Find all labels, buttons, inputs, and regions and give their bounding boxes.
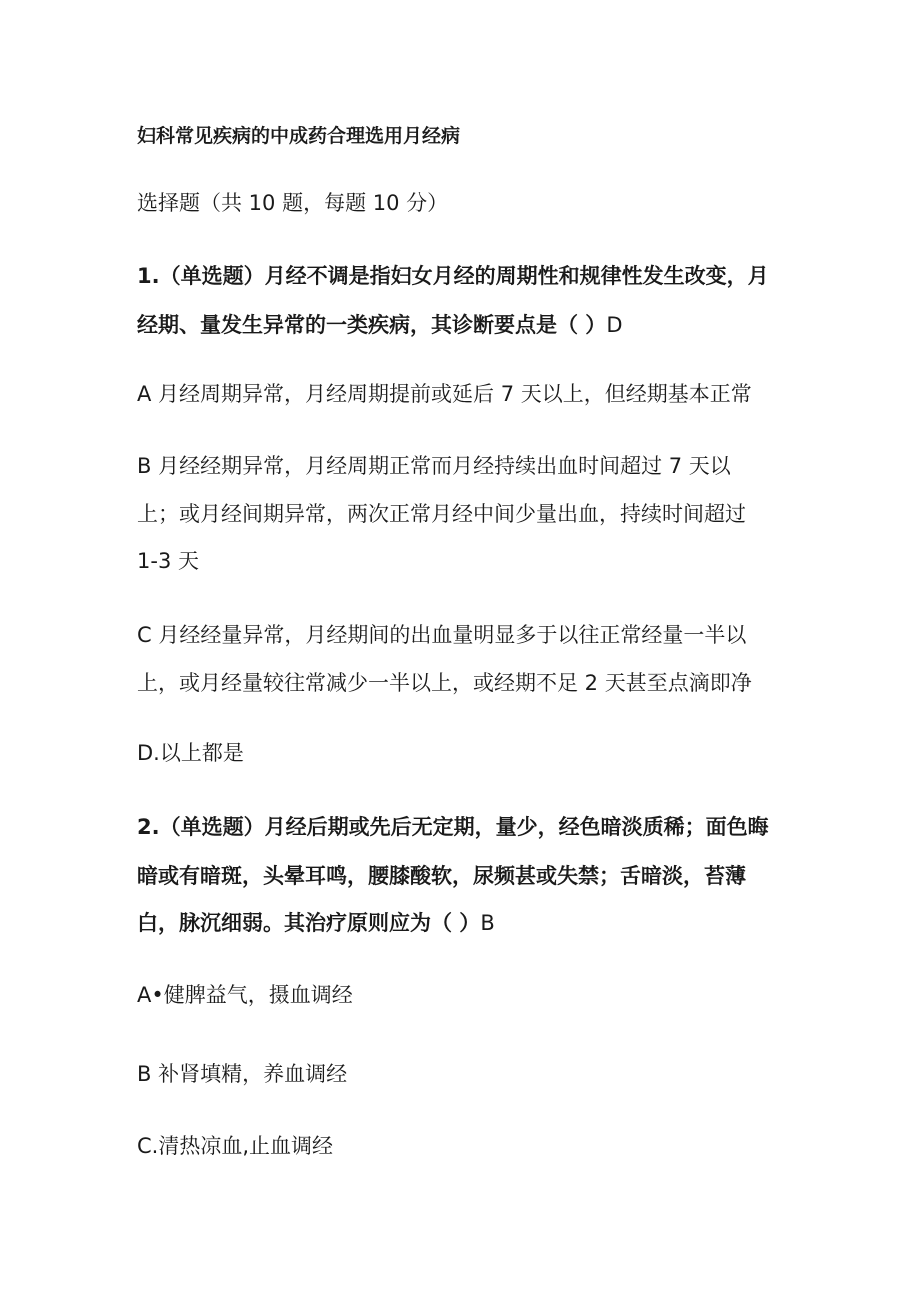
document-title: 妇科常见疾病的中成药合理选用月经病 bbox=[137, 125, 461, 147]
question-2-stem-line-3 bbox=[137, 908, 495, 938]
question-1-answer: D bbox=[606, 313, 623, 337]
option-line: 上，或月经量较往常减少一半以上，或经期不足 2 天甚至点滴即净 bbox=[137, 671, 752, 695]
option-line: 1-3 天 bbox=[137, 549, 199, 573]
question-1-option-a: A 月经周期异常，月经周期提前或延后 7 天以上，但经期基本正常 bbox=[137, 382, 752, 406]
question-2-stem-text: 白，脉沉细弱。其治疗原则应为（ ） bbox=[137, 911, 481, 935]
option-line: B 月经经期异常，月经周期正常而月经持续出血时间超过 7 天以 bbox=[137, 454, 731, 478]
question-2-stem-line-1: 2.（单选题）月经后期或先后无定期，量少，经色暗淡质稀；面色晦 bbox=[137, 815, 769, 839]
question-2-option-a: A•健脾益气，摄血调经 bbox=[137, 983, 353, 1007]
question-1-option-d: D.以上都是 bbox=[137, 741, 244, 765]
question-2-option-c: C.清热凉血,止血调经 bbox=[137, 1134, 334, 1158]
question-1-stem-line-1: 1.（单选题）月经不调是指妇女月经的周期性和规律性发生改变，月 bbox=[137, 264, 769, 288]
question-2-option-b: B 补肾填精，养血调经 bbox=[137, 1062, 348, 1086]
question-2-stem-line-2: 暗或有暗斑，头晕耳鸣，腰膝酸软，尿频甚或失禁；舌暗淡，苔薄 bbox=[137, 864, 746, 888]
question-1-stem-text: 经期、量发生异常的一类疾病，其诊断要点是（ ） bbox=[137, 313, 607, 337]
section-header: 选择题（共 10 题，每题 10 分） bbox=[137, 191, 449, 215]
question-1-stem-line-2 bbox=[137, 310, 622, 340]
option-line: 上；或月经间期异常，两次正常月经中间少量出血，持续时间超过 bbox=[137, 502, 746, 526]
option-line: C 月经经量异常，月经期间的出血量明显多于以往正常经量一半以 bbox=[137, 623, 747, 647]
question-2-answer: B bbox=[480, 911, 495, 935]
